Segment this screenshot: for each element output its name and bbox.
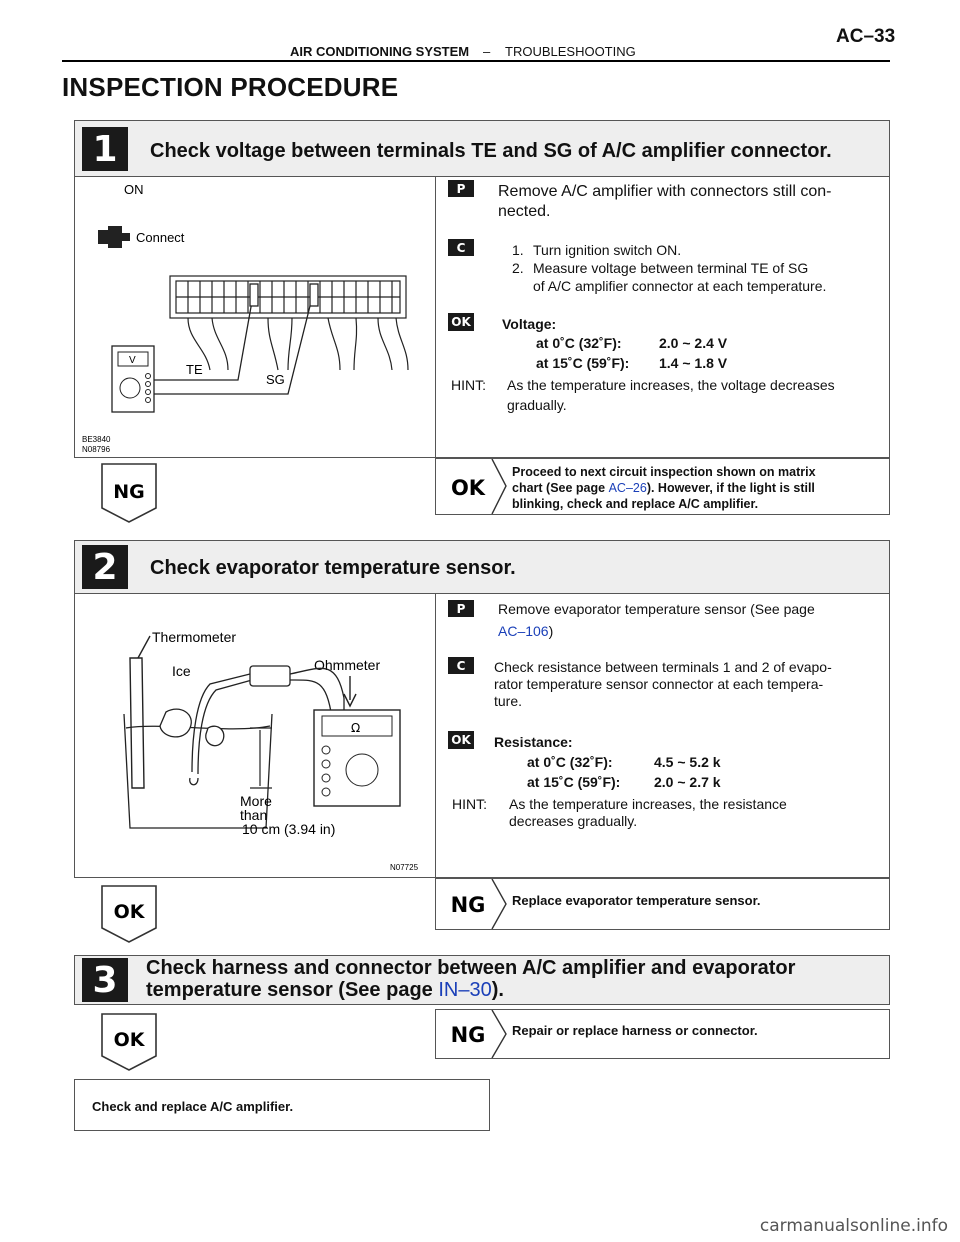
amplifier-connector-icon	[170, 276, 408, 370]
ohm-symbol: Ω	[351, 721, 361, 735]
step1-result-line-b2: ). However, if the light is still	[646, 481, 815, 495]
step1-result-line-c: blinking, check and replace A/C amplifier.	[512, 497, 759, 511]
diagram-code-2: N08796	[82, 445, 111, 454]
step2-check-line2: rator temperature sensor connector at each tempera-	[494, 676, 824, 692]
step1-number: 1	[82, 127, 128, 171]
step1-prep-line1: Remove A/C amplifier with connectors still con-	[498, 183, 832, 200]
step1-title: Check voltage between terminals TE and SG of A/C amplifier connector.	[150, 140, 832, 162]
voltmeter-icon	[112, 346, 154, 412]
step2-prep-link[interactable]: AC–106	[498, 623, 549, 639]
step3-number: 3	[82, 958, 128, 1002]
step2-spec-label: Resistance:	[494, 734, 573, 750]
step2-hint-text: As the temperature increases, the resistance	[509, 796, 787, 812]
header-section: AIR CONDITIONING SYSTEM	[290, 44, 470, 59]
final-text: Check and replace A/C amplifier.	[92, 1099, 294, 1114]
step2-hint-label: HINT:	[452, 796, 487, 812]
step3-result-text: Repair or replace harness or connector.	[512, 1023, 758, 1038]
step1-spec-cond-1: at 0˚C (32˚F):	[536, 335, 622, 351]
diagram-connect-label: Connect	[136, 230, 185, 245]
header-rule	[62, 60, 890, 62]
step3-title-line2-b: ).	[491, 979, 504, 1001]
diagram-ohmmeter-label: Ohmmeter	[314, 657, 381, 673]
step1-ok-arrow	[436, 459, 508, 514]
step1-prep-badge: P	[448, 180, 474, 197]
step3-title-line2-a: temperature sensor (See page	[146, 979, 439, 1001]
step2-spec-cond-2: at 15˚C (59˚F):	[527, 774, 621, 790]
step2-spec-value-1: 4.5 ~ 5.2 k	[654, 754, 721, 770]
step2-spec-value-2: 2.0 ~ 2.7 k	[654, 774, 721, 790]
step1-check-item1-text: Turn ignition switch ON.	[533, 242, 682, 258]
step2-prep-badge: P	[448, 600, 474, 617]
step1-spec-label: Voltage:	[502, 316, 557, 332]
step2-ok-label: OK	[113, 901, 145, 923]
step1-ok-badge: OK	[448, 313, 474, 331]
step1-divider	[435, 177, 436, 458]
step3-title-link[interactable]: IN–30	[438, 979, 492, 1001]
step2-check-line3: ture.	[494, 693, 523, 709]
step2-ok-shield	[100, 884, 158, 944]
step1-title-rule	[75, 176, 889, 177]
step2-result-text: Replace evaporator temperature sensor.	[512, 893, 761, 908]
terminal-te-label: TE	[186, 362, 203, 377]
step2-title: Check evaporator temperature sensor.	[150, 557, 516, 579]
diagram-ice-label: Ice	[172, 663, 191, 679]
step3-ok-shield	[100, 1012, 158, 1072]
step1-diagram	[78, 180, 432, 456]
step2-ng-label: NG	[450, 893, 486, 917]
step2-prep-close: )	[548, 623, 554, 639]
step2-check-badge: C	[448, 657, 474, 674]
meter-label: V	[129, 355, 136, 366]
step1-ok-label: OK	[450, 476, 486, 500]
step2-prep-text: Remove evaporator temperature sensor (See page	[498, 601, 815, 617]
diagram-code-1: BE3840	[82, 435, 111, 444]
step2-ng-arrow	[436, 879, 508, 929]
step1-result-line-b	[512, 481, 815, 496]
step1-check-item1-num: 1.	[512, 242, 524, 258]
watermark: carmanualsonline.info	[759, 1216, 948, 1236]
diagram-than-label: than	[240, 807, 268, 823]
step2-check-line1: Check resistance between terminals 1 and 2 of evapo-	[494, 659, 832, 675]
page-number: AC–33	[836, 26, 896, 47]
step1-ng-label: NG	[113, 481, 145, 503]
step1-result-link[interactable]: AC–26	[608, 481, 647, 495]
thermometer-icon	[130, 636, 150, 788]
header-subsection: TROUBLESHOOTING	[505, 44, 636, 59]
connector-plug-icon	[98, 226, 130, 248]
step3-ng-arrow	[436, 1010, 508, 1058]
diagram-more-label: More	[240, 793, 272, 809]
page-title: INSPECTION PROCEDURE	[62, 72, 399, 102]
step1-spec-cond-2: at 15˚C (59˚F):	[536, 355, 630, 371]
step3-title-line1: Check harness and connector between A/C amplifier and evaporator	[146, 957, 796, 979]
step3-ng-label: NG	[450, 1023, 486, 1047]
step1-ng-shield	[100, 462, 158, 524]
diagram-thermometer-label: Thermometer	[152, 629, 237, 645]
step2-prep-link-line	[498, 622, 553, 640]
terminal-sg-label: SG	[266, 372, 285, 387]
step1-check-item2-num: 2.	[512, 260, 524, 276]
step1-check-badge: C	[448, 239, 474, 256]
step2-divider	[435, 594, 436, 878]
step1-hint-label: HINT:	[451, 377, 486, 393]
step2-number: 2	[82, 545, 128, 589]
step3-title-line2	[146, 979, 504, 1001]
diagram-on-label: ON	[124, 182, 144, 197]
step1-result-line-a: Proceed to next circuit inspection shown on matrix	[512, 465, 816, 479]
step1-hint-text2: gradually.	[507, 397, 567, 413]
step1-prep-line2: nected.	[498, 203, 551, 220]
step1-hint-text: As the temperature increases, the voltage decreases	[507, 377, 835, 393]
diagram-distance-label: 10 cm (3.94 in)	[242, 821, 336, 837]
step1-check-item2-cont: of A/C amplifier connector at each temperature.	[533, 278, 827, 294]
step1-result-line-b1: chart (See page	[512, 481, 609, 495]
step1-check-item2-text: Measure voltage between terminal TE of SG	[533, 260, 809, 276]
step1-spec-value-2: 1.4 ~ 1.8 V	[659, 355, 728, 371]
step2-spec-cond-1: at 0˚C (32˚F):	[527, 754, 613, 770]
step1-spec-value-1: 2.0 ~ 2.4 V	[659, 335, 728, 351]
step3-ok-label: OK	[113, 1029, 145, 1051]
step2-hint-text2: decreases gradually.	[509, 813, 638, 829]
header-dash: –	[483, 44, 491, 59]
diagram-code: N07725	[390, 863, 419, 872]
step2-ok-badge: OK	[448, 731, 474, 749]
step2-diagram	[100, 618, 432, 876]
step2-title-rule	[75, 593, 889, 594]
